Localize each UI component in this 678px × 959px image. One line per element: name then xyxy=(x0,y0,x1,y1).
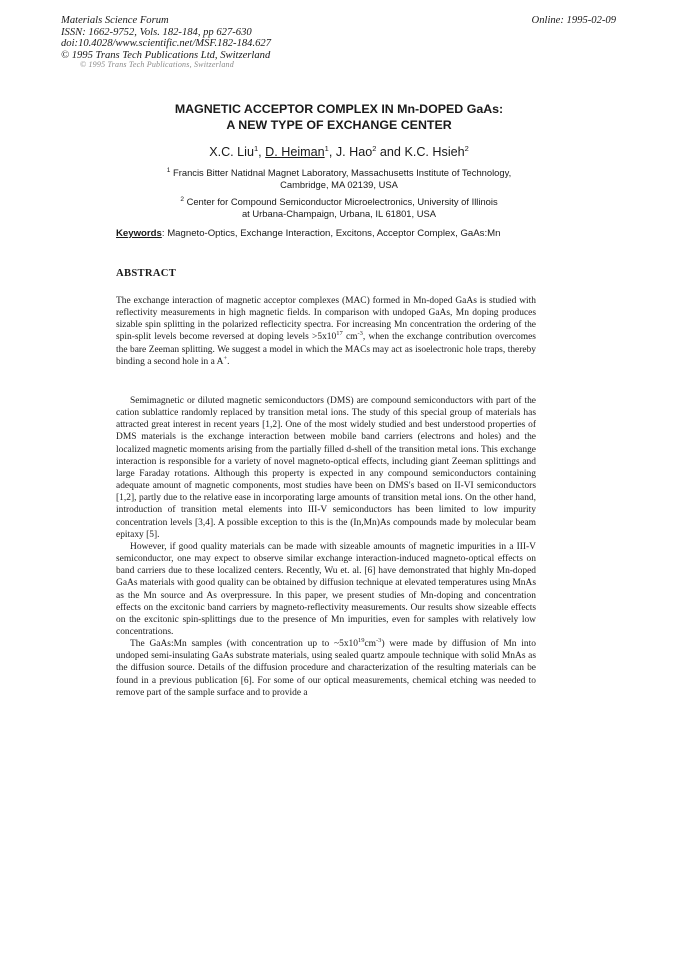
body-segment: cm xyxy=(364,639,377,650)
abstract-segment: , when the exchange contribution overcomes the bare Zeeman splitting. We suggest a model in which the MACs may act as isoelectronic hole traps, thereby binding a second hole in a A xyxy=(116,332,536,367)
affiliation-mark: 2 xyxy=(372,144,377,153)
paper-title-line-1: MAGNETIC ACCEPTOR COMPLEX IN Mn-DOPED GaAs: xyxy=(174,102,504,116)
exponent: 19 xyxy=(357,636,365,644)
abstract-segment: The exchange interaction of magnetic acceptor complexes (MAC) formed in Mn-doped GaAs is studied with reflectivity measurements in high magnetic fields. In comparison with undoped GaAs, Mn doping produces sizable spin splitting in the polarized reflecticity spectra. For increasing Mn concentration the ordering of the spin-split levels become reversed at doping levels >5x10 xyxy=(116,296,536,343)
affiliation-mark: 1 xyxy=(324,144,329,153)
online-date: Online: 1995-02-09 xyxy=(531,15,616,26)
affiliation-2 xyxy=(0,194,678,220)
paper-title-line-2: A NEW TYPE OF EXCHANGE CENTER xyxy=(226,118,452,132)
issn-line: ISSN: 1662-9752, Vols. 182-184, pp 627-630 xyxy=(61,26,252,38)
body-paragraph-2: However, if good quality materials can be made with sizeable amounts of magnetic impurities in a III-V semiconductor, one may expect to observe similar exchange interaction-induced magneto-optical effects on band carriers due to these localized centers. Recently, Wu et. al. [6] have demonstrated that highly Mn-doped GaAs materials with good quality can be obtained by diffusion technique at elevated temperatures using MnAs as the Mn source and As overpressure. In this paper, we present studies of Mn-doping and concentration effects on the excitonic band carriers by magneto-reflectivity measurements. Our results show sizeable effects on the excitonic spin-splittings due to the presence of Mn impurities, even for samples with relatively low concentrations. xyxy=(116,541,536,637)
author-name: D. Heiman xyxy=(265,145,325,160)
abstract-segment: cm xyxy=(342,332,358,343)
keywords-line xyxy=(116,228,500,239)
affiliation-line: at Urbana-Champaign, Urbana, IL 61801, USA xyxy=(241,208,437,220)
affiliation-mark: 2 xyxy=(464,144,469,153)
keywords-text: : Magneto-Optics, Exchange Interaction, Excitons, Acceptor Complex, GaAs:Mn xyxy=(161,228,501,239)
author-name: K.C. Hsieh xyxy=(404,145,465,160)
exponent: 17 xyxy=(336,330,343,338)
body-paragraph-3 xyxy=(116,638,536,699)
affiliation-mark: 1 xyxy=(166,167,171,174)
affiliation-line: Cambridge, MA 02139, USA xyxy=(280,179,398,191)
exponent: -3 xyxy=(376,636,382,644)
keywords-label: Keywords xyxy=(116,228,162,239)
exponent: + xyxy=(223,354,228,362)
abstract-heading: ABSTRACT xyxy=(116,268,177,279)
affiliation-line: Francis Bitter Natidnal Magnet Laboratory, Massachusetts Institute of Technology, xyxy=(173,167,512,179)
faint-copyright-line: © 1995 Trans Tech Publications, Switzerland xyxy=(80,60,234,69)
publication-metadata xyxy=(61,15,271,61)
copyright-line: © 1995 Trans Tech Publications Ltd, Switzerland xyxy=(61,49,271,61)
author-name: X.C. Liu xyxy=(209,145,254,160)
body-segment: The GaAs:Mn samples (with concentration up to ~5x10 xyxy=(130,639,358,650)
exponent: -3 xyxy=(357,330,363,338)
doi-line: doi:10.4028/www.scientific.net/MSF.182-184.627 xyxy=(61,38,271,50)
journal-name: Materials Science Forum xyxy=(61,15,169,26)
body-text xyxy=(116,395,536,699)
affiliation-line: Center for Compound Semiconductor Microelectronics, University of Illinois xyxy=(186,196,498,208)
author-name: J. Hao xyxy=(335,145,373,160)
abstract-segment: . xyxy=(227,356,230,367)
abstract-text xyxy=(116,295,536,368)
author-list xyxy=(0,144,678,159)
body-segment: ) were made by diffusion of Mn into undoped semi-insulating GaAs substrate materials, using sealed quartz ampoule technique with solid MnAs as the diffusion source. Details of the diffusion procedure and characterization of the resulting materials can be found in a previous publication [6]. For some of our optical measurements, chemical etching was needed to remove part of the sample surface and to provide a xyxy=(116,639,536,698)
author-separator: and xyxy=(376,145,405,160)
author-separator: , xyxy=(328,145,336,160)
author-separator: , xyxy=(258,145,266,160)
affiliation-1 xyxy=(0,165,678,191)
body-paragraph-1: Semimagnetic or diluted magnetic semiconductors (DMS) are compound semiconductors with part of the cation sublattice randomly replaced by transition metal ions. The study of this special group of materials has attracted great interest in recent years [1,2]. One of the most widely studied and best understood properties of DMS materials is the exchange interaction between mobile band carriers (electrons and holes) and the localized magnetic moments arising from the partially filled d-shell of the transition metal ions. This exchange interaction is responsible for a variety of novel magneto-optical effects, including giant Zeeman splittings and large Faraday rotations. Although this property is expected in any compound semiconductors containing adequate amount of magnetic components, most studies have been on DMS's based on II-VI semiconductors [1,2], partly due to the relative ease in incorporating large amounts of transition metal ions. On the other hand, introduction of transition metal elements into III-V semiconductors has been limited to low impurity concentration levels [3,4]. A possible exception to this is the (In,Mn)As compounds made by molecular beam epitaxy [5]. xyxy=(116,396,536,540)
affiliation-mark: 2 xyxy=(180,196,184,203)
affiliation-mark: 1 xyxy=(254,144,259,153)
